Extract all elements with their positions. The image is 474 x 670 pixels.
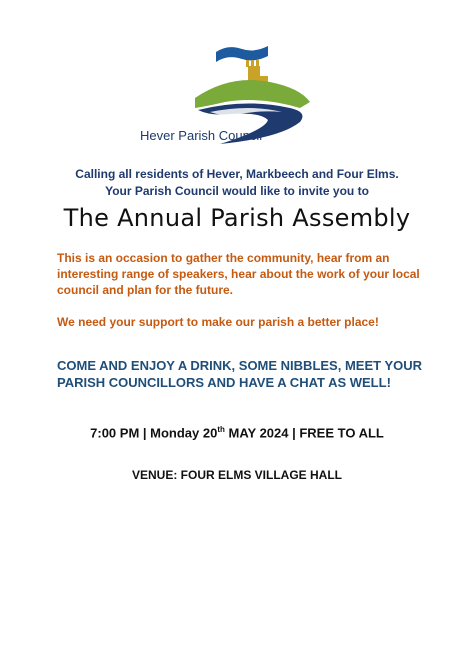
event-title: The Annual Parish Assembly bbox=[63, 204, 411, 232]
day-suffix: th bbox=[217, 425, 225, 434]
event-time: 7:00 PM | Monday 20 bbox=[90, 425, 218, 441]
support-message: We need your support to make our parish a better place! bbox=[57, 315, 379, 329]
event-description: This is an occasion to gather the community, hear from an interesting range of speakers, hear about the work of your local council and plan for the future. bbox=[57, 251, 420, 297]
highlight-message: COME AND ENJOY A DRINK, SOME NIBBLES, MEET YOUR PARISH COUNCILLORS AND HAVE A CHAT AS WELL! bbox=[57, 358, 423, 390]
event-venue: VENUE: FOUR ELMS VILLAGE HALL bbox=[132, 468, 342, 482]
event-date-rest: MAY 2024 | FREE TO ALL bbox=[224, 425, 384, 441]
event-datetime bbox=[0, 425, 474, 440]
invitation-line-1: Calling all residents of Hever, Markbeech and Four Elms. bbox=[75, 167, 399, 181]
org-name: Hever Parish Council bbox=[140, 128, 263, 143]
flag-shape bbox=[216, 46, 268, 62]
invitation-text bbox=[0, 166, 474, 200]
invitation-line-2: Your Parish Council would like to invite you to bbox=[105, 184, 369, 198]
